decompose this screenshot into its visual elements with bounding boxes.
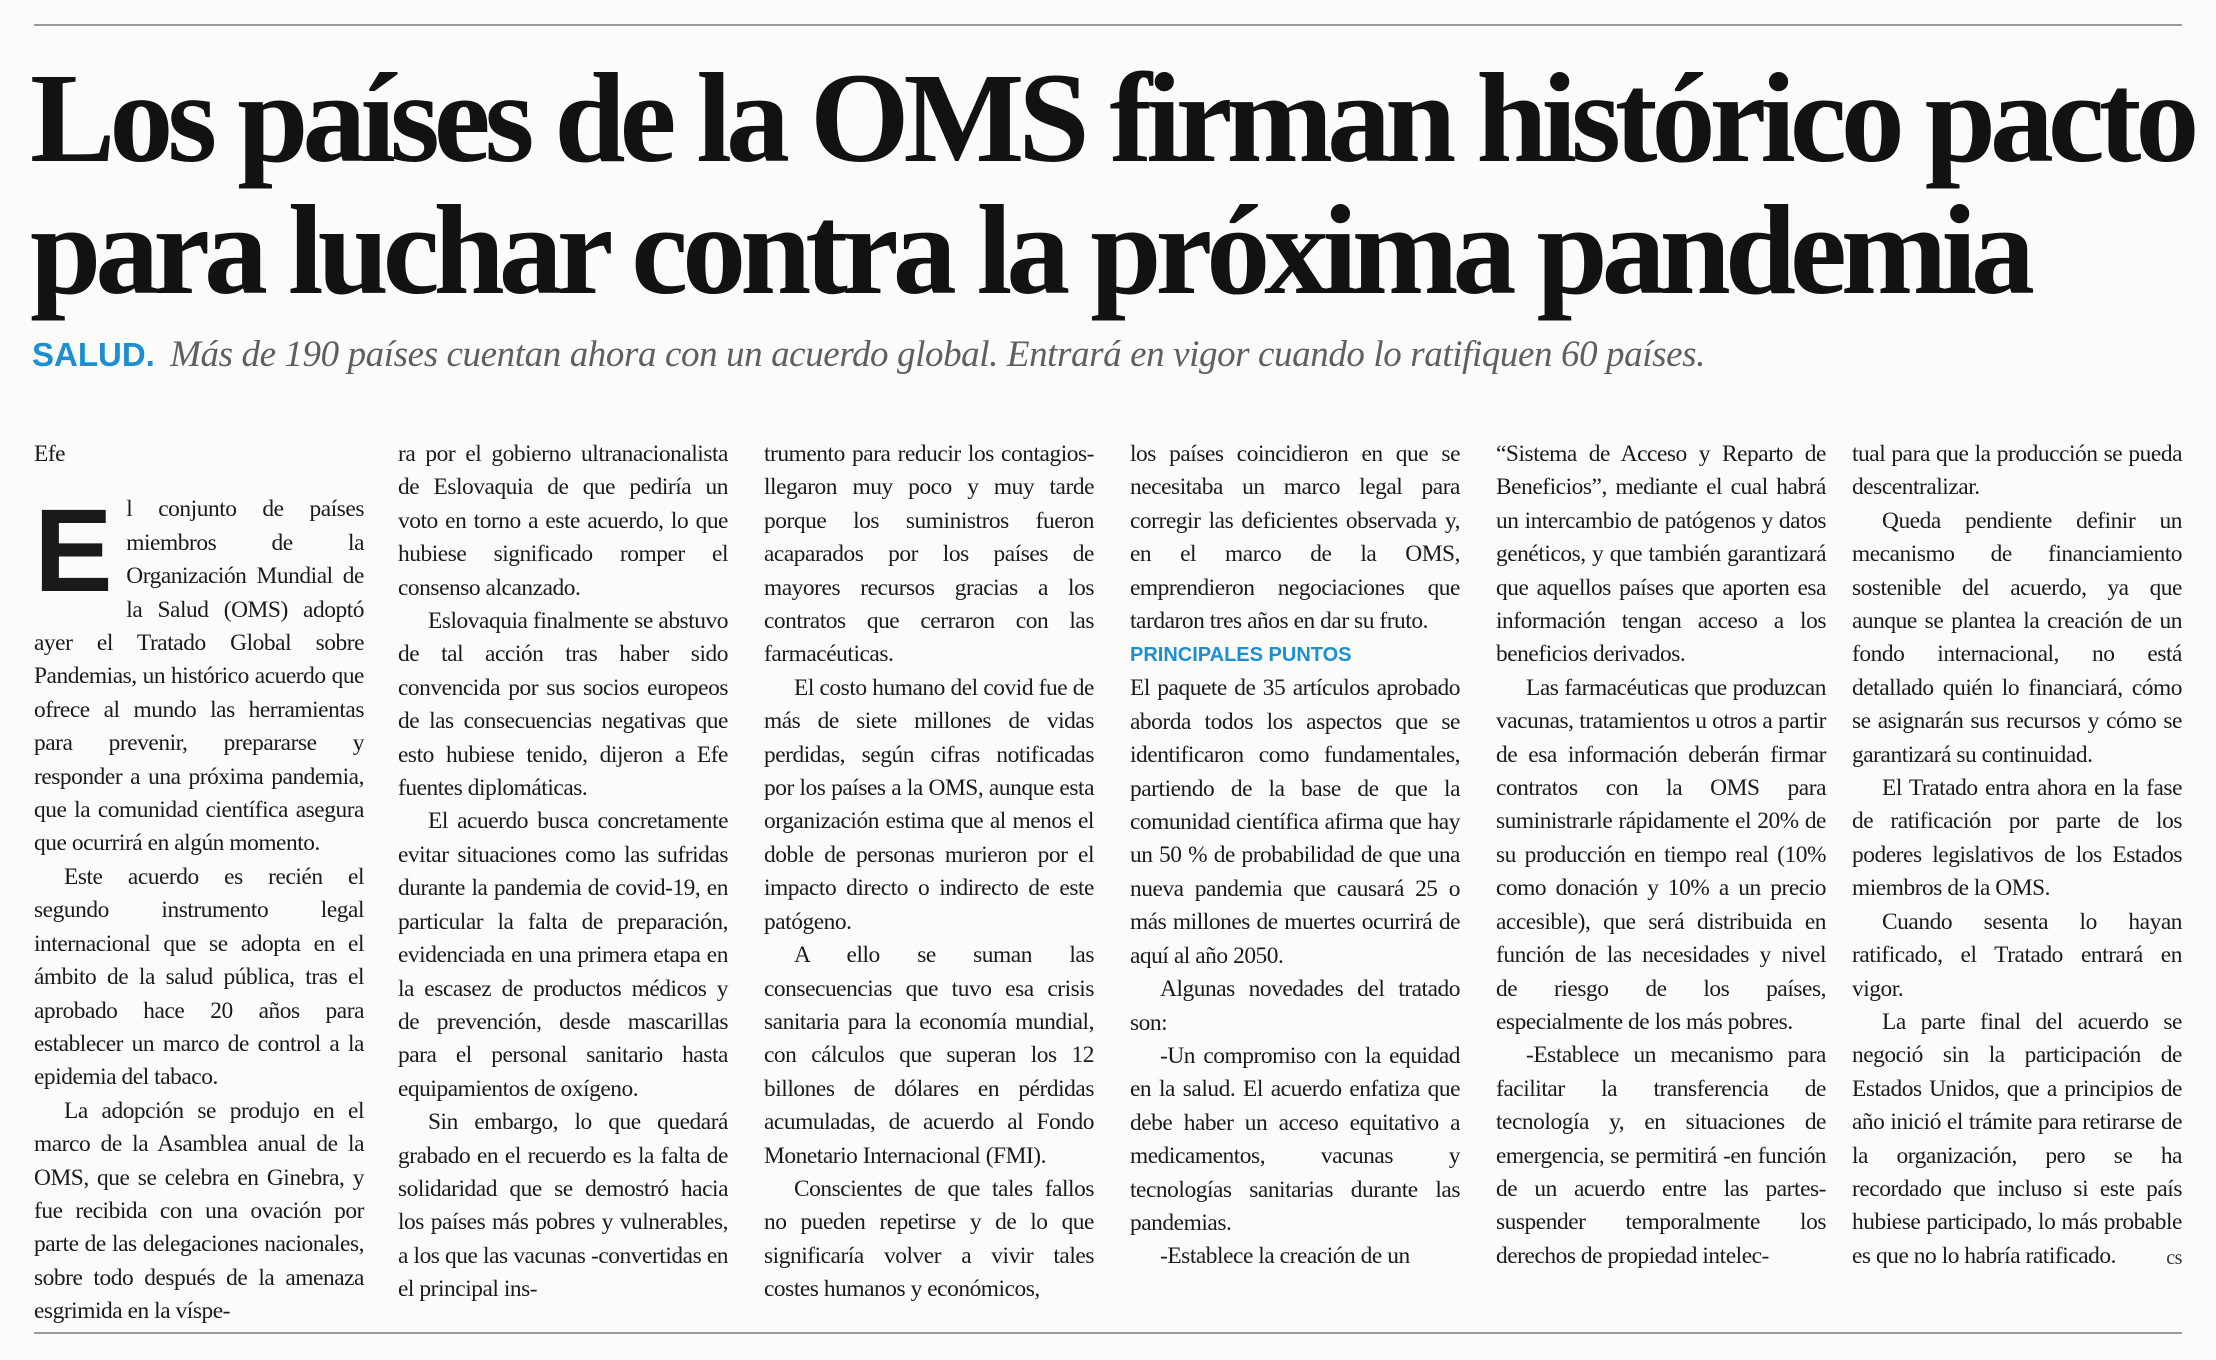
section-kicker: SALUD. (32, 336, 155, 373)
paragraph: ra por el gobierno ultranacionalista de Eslovaquia de que pediría un voto en torno a este acuerdo, lo que hubiese significado romper el consenso alcanzado. (398, 441, 728, 601)
final-paragraph-text: La parte final del acuerdo se negoció sin la participación de Estados Unidos, que a principios de año inició el trámite para retirarse de la organización, pero se ha recordado que incluso si este país hubiese participado, lo más probable es que no lo habría ratificado. (1852, 1008, 2182, 1269)
paragraph: Este acuerdo es recién el segundo instrumento legal internacional que se adopta en el ámbito de la salud pública, tras el aprobado hace 20 años para establecer un marco de control a la epidemia del tabaco. (34, 863, 364, 1091)
end-mark: cs (2166, 1246, 2182, 1269)
paragraph (1852, 1006, 2182, 1273)
subheadline (32, 332, 2192, 378)
paragraph: -Establece la creación de un (1160, 1243, 1410, 1270)
crosshead: PRINCIPALES PUNTOS (1130, 644, 1352, 667)
headline (30, 47, 2194, 321)
bottom-rule (34, 1332, 2182, 1334)
paragraph: “Sistema de Acceso y Reparto de Beneficios”, mediante el cual habrá un intercambio de patógenos y datos genéticos, y que también garantizará que aquellos países que aporten esa información tengan acceso a los beneficios derivados. (1496, 441, 1826, 668)
paragraph: -Establece un mecanismo para facilitar la transferencia de tecnología y, en situaciones de emergencia, se permitirá -en función de un acuerdo entre las partes- suspender temporalmente los derechos de propiedad intelec- (1496, 1042, 1826, 1269)
article-column-4 (1130, 438, 1460, 1274)
article-column-1 (34, 438, 364, 1329)
article-body (34, 430, 2182, 1330)
paragraph: El costo humano del covid fue de más de siete millones de vidas perdidas, según cifras notificadas por los países a la OMS, aunque esta organización estima que al menos el doble de personas murieron por el impacto directo o indirecto de este patógeno. (764, 674, 1094, 935)
paragraph: Sin embargo, lo que quedará grabado en el recuerdo es la falta de solidaridad que se demostró hacia los países más pobres y vulnerables, a los que las vacunas -convertidas en el principal ins- (398, 1109, 728, 1303)
deck-text: Más de 190 países cuentan ahora con un acuerdo global. Entrará en vigor cuando lo ratifiquen 60 países. (170, 334, 1706, 375)
article-column-3 (764, 438, 1094, 1307)
paragraph: Algunas novedades del tratado son: (1130, 976, 1460, 1036)
article-column-6 (1852, 438, 2182, 1275)
paragraph: Conscientes de que tales fallos no pueden repetirse y de lo que significaría volver a vivir tales costes humanos y económicos, (764, 1175, 1094, 1303)
paragraph: El paquete de 35 artículos aprobado aborda todos los aspectos que se identificaron como fundamentales, partiendo de la base de que la comunidad científica afirma que hay un 50 % de probabilidad de que una nueva pandemia que causará 25 o más millones de muertes ocurrirá de aquí al año 2050. (1130, 675, 1460, 969)
article-column-5 (1496, 438, 1826, 1273)
headline-line-2: para luchar contra la próxima pandemia (30, 179, 2029, 321)
paragraph: los países coincidieron en que se necesitaba un marco legal para corregir las deficientes observada y, en el marco de la OMS, emprendieron negociaciones que tardaron tres años en dar su fruto. (1130, 441, 1460, 635)
headline-line-1: Los países de la OMS firman histórico pacto (30, 47, 2194, 189)
byline: Efe (34, 441, 66, 467)
paragraph: La adopción se produjo en el marco de la Asamblea anual de la OMS, que se celebra en Ginebra, y fue recibida con una ovación por parte de las delegaciones nacionales, sobre todo después de la amenaza esgrimida en la víspe- (34, 1097, 364, 1325)
paragraph: Cuando sesenta lo hayan ratificado, el Tratado entrará en vigor. (1852, 908, 2182, 1002)
paragraph: trumento para reducir los contagios- llegaron muy poco y muy tarde porque los suministros fueron acaparados por los países de mayores recursos gracias a los contratos que cerraron con las farmacéuticas. (764, 441, 1094, 668)
paragraph: El acuerdo busca concretamente evitar situaciones como las sufridas durante la pandemia de covid-19, en particular la falta de preparación, evidenciada en una primera etapa en la escasez de productos médicos y de prevención, desde mascarillas para el personal sanitario hasta equipamientos de oxígeno. (398, 808, 728, 1102)
lead-paragraph-text: l conjunto de países miembros de la Organización Mundial de la Salud (OMS) adoptó ayer el Tratado Global sobre Pandemias, un histórico acuerdo que ofrece al mundo las herramientas para prevenir, prepararse y responder a una próxima pandemia, que la comunidad científica asegura que ocurrirá en algún momento. (34, 496, 364, 857)
paragraph: El Tratado entra ahora en la fase de ratificación por parte de los poderes legislativos de los Estados miembros de la OMS. (1852, 775, 2182, 902)
lead-paragraph (34, 485, 364, 860)
paragraph: Queda pendiente definir un mecanismo de financiamiento sostenible del acuerdo, ya que aunque se plantea la creación de un fondo internacional, no está detallado quién lo financiará, cómo se asignarán sus recursos y cómo se garantizará su continuidad. (1852, 507, 2182, 768)
drop-cap: E (34, 485, 113, 618)
paragraph: -Un compromiso con la equidad en la salud. El acuerdo enfatiza que debe haber un acceso equitativo a medicamentos, vacunas y tecnologías sanitarias durante las pandemias. (1130, 1042, 1460, 1236)
paragraph: tual para que la producción se pueda descentralizar. (1852, 441, 2182, 501)
article-column-2 (398, 438, 728, 1307)
top-rule (34, 24, 2182, 26)
paragraph: Eslovaquia finalmente se abstuvo de tal acción tras haber sido convencida por sus socios europeos de las consecuencias negativas que esto hubiese tenido, dijeron a Efe fuentes diplomáticas. (398, 608, 728, 802)
paragraph: Las farmacéuticas que produzcan vacunas, tratamientos u otros a partir de esa información deberán firmar contratos con la OMS para suministrarle rápidamente el 20% de su producción en tiempo real (10% como donación y 10% a un precio accesible), que será distribuida en función de las necesidades y nivel de riesgo de los países, especialmente de los más pobres. (1496, 674, 1826, 1035)
paragraph: A ello se suman las consecuencias que tuvo esa crisis sanitaria para la economía mundial, con cálculos que superan los 12 billones de dólares en pérdidas acumuladas, de acuerdo al Fondo Monetario Internacional (FMI). (764, 942, 1094, 1169)
